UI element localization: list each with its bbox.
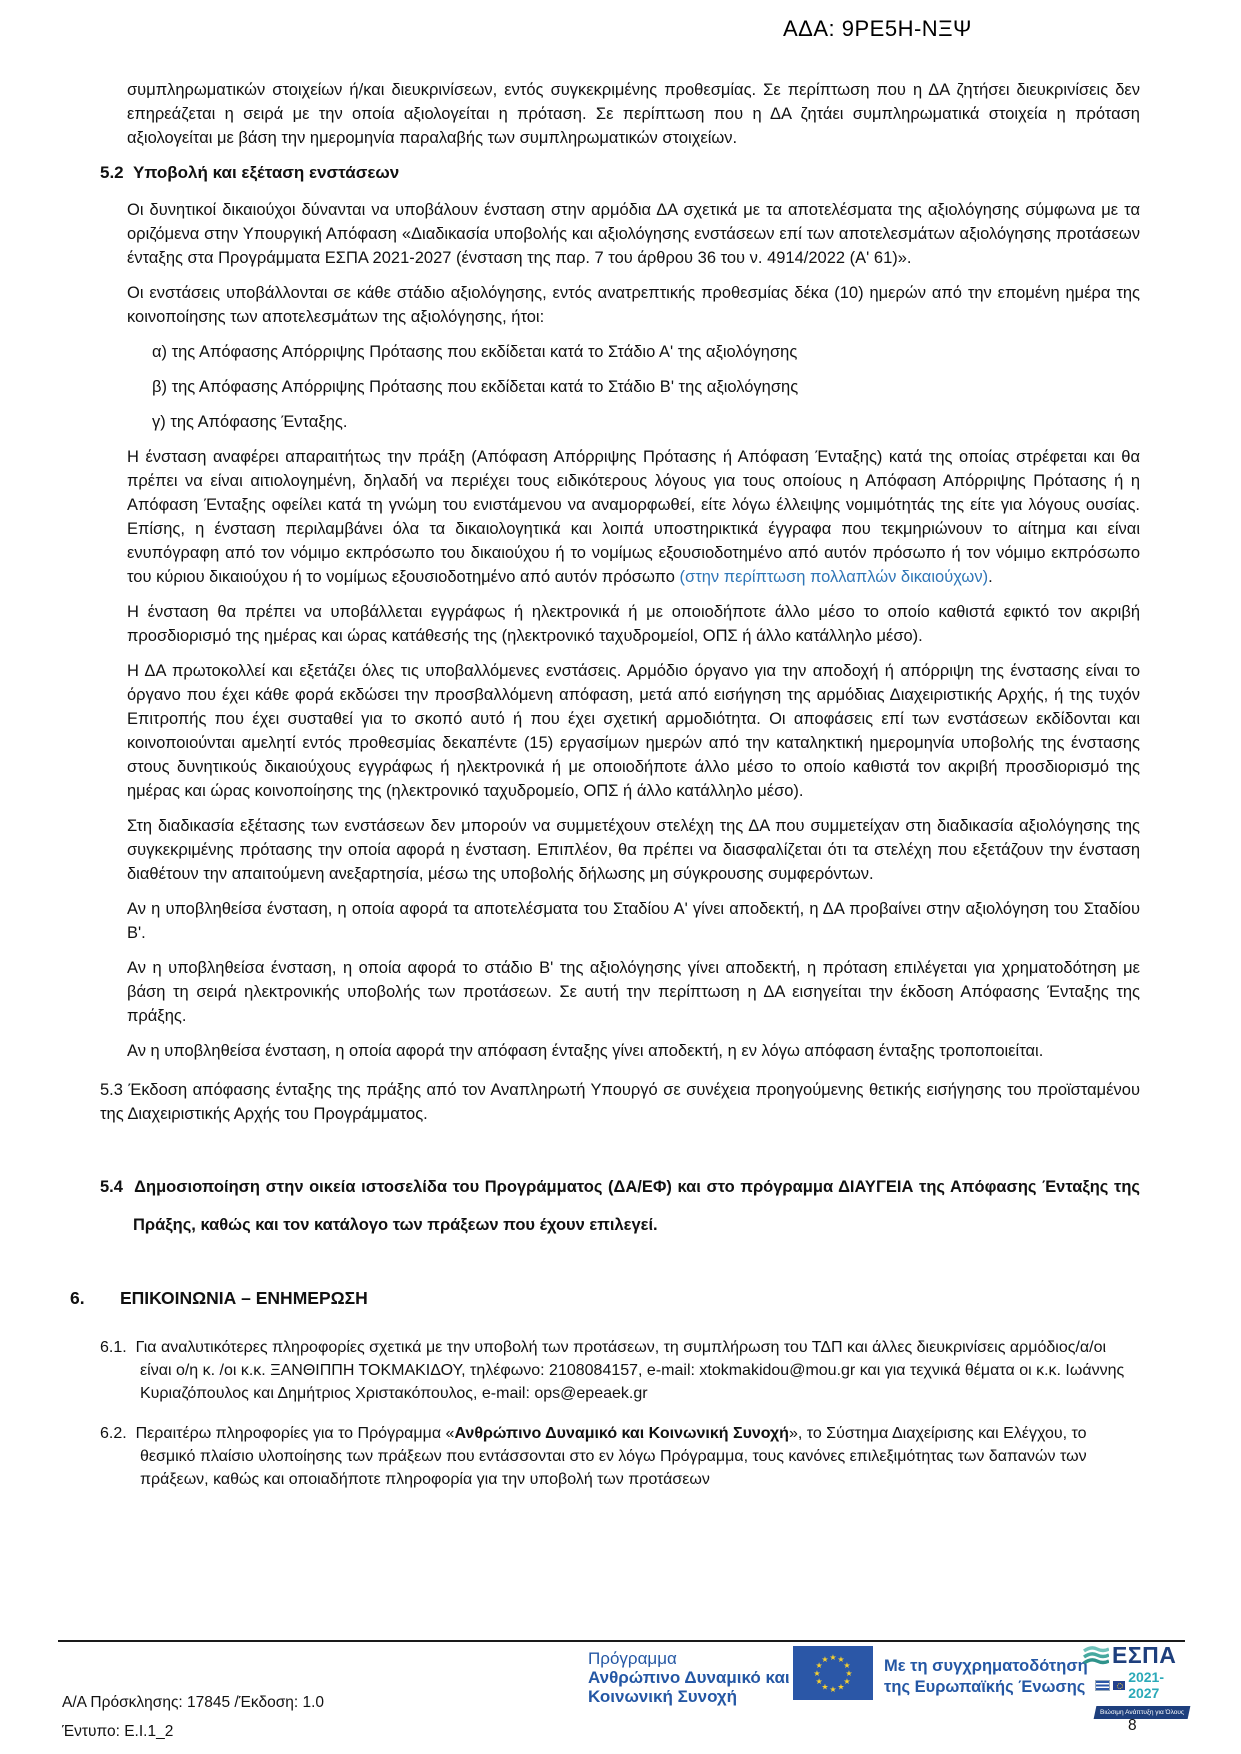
section-number: 5.4 <box>100 1178 123 1196</box>
section-text: Για αναλυτικότερες πληροφορίες σχετικά με την υποβολή των προτάσεων, τη συμπλήρωση του ΤΔΠ και άλλες διευκρινίσεις αρμόδιος/α/οι είναι ο/η κ. /οι κ.κ. ΞΑΝΘΙΠΠΗ ΤΟΚΜΑΚΙΔΟΥ, τηλέφωνο: 2108084157, e-mail: xtokmakidou@mou.gr και για τεχνικά θέματα οι κ.κ. Ιωάννης Κυριαζόπουλος και Δημήτριος Χριστακόπουλος, e-mail: ops@epeaek.gr <box>135 1339 1125 1402</box>
page-number: 8 <box>1128 1717 1137 1734</box>
svg-text:★: ★ <box>837 1682 845 1692</box>
paragraph-5-2-9: Αν η υποβληθείσα ένσταση, η οποία αφορά την απόφαση ένταξης γίνει αποδεκτή, η εν λόγω απόφαση ένταξης τροποποιείται. <box>127 1042 1044 1060</box>
ada-number: ΑΔΑ: 9ΡΕ5Η-ΝΞΨ <box>783 16 972 41</box>
svg-text:★: ★ <box>829 1684 837 1694</box>
svg-text:★: ★ <box>845 1668 853 1678</box>
list-item-a: α) της Απόφασης Απόρριψης Πρότασης που εκδίδεται κατά το Στάδιο Α' της αξιολόγησης <box>152 343 798 361</box>
paragraph-5-2-5: Η ΔΑ πρωτοκολλεί και εξετάζει όλες τις υποβαλλόμενες ενστάσεις. Αρμόδιο όργανο για την αποδοχή ή απόρριψη της ένστασης είναι το όργανο που έχει κάθε φορά εκδώσει την προσβαλλόμενη απόφαση, μετά από εισήγηση της αρμόδιας Διαχειριστικής Αρχής, ή της τυχόν Επιτροπής που έχει συσταθεί για το σκοπό αυτό ή που έχει σχετική αρμοδιότητα. Οι αποφάσεις επί των ενστάσεων εκδίδονται και κοινοποιούνται αμελητί εντός προθεσμίας δεκαπέντε (15) εργασίμων ημερών από την καταληκτική ημερομηνία υποβολής της ένστασης στους δυνητικούς δικαιούχους εγγράφως ή ηλεκτρονικά ή με οποιοδήποτε άλλο μέσο το οποίο καθιστά τον ακριβή προσδιορισμό της ημέρας και ώρας κοινοποίησης της (ηλεκτρονικό ταχυδρομείο, ΟΠΣ ή άλλο κατάλληλο μέσο). <box>127 662 1140 800</box>
svg-text:★: ★ <box>843 1660 851 1670</box>
document-body <box>70 78 1140 1491</box>
program-logo <box>588 1649 790 1706</box>
svg-text:★: ★ <box>813 1668 821 1678</box>
footer-divider <box>58 1640 1185 1642</box>
doc-ref-invitation: Α/Α Πρόσκλησης: 17845 /Έκδοση: 1.0 <box>62 1694 325 1711</box>
paragraph-5-2-3 <box>127 445 1140 589</box>
eu-flag-icon <box>793 1646 873 1700</box>
section-5-3 <box>100 1078 1140 1126</box>
paragraph-5-2-6: Στη διαδικασία εξέτασης των ενστάσεων δεν μπορούν να συμμετέχουν στελέχη της ΔΑ που συμμετείχαν στη διαδικασία αξιολόγησης της συγκεκριμένης πρότασης την οποία αφορά η ένσταση. Επιπλέον, θα πρέπει να διασφαλίζεται ότι τα στελέχη που εξετάζουν την ένσταση διαθέτουν την απαιτούμενη ανεξαρτησία, μέσω της υποβολής δήλωσης μη σύγκρουσης συμφερόντων. <box>127 817 1140 883</box>
svg-text:★: ★ <box>837 1654 845 1664</box>
section-number: 5.2 <box>100 163 124 182</box>
link-multiple-beneficiaries[interactable]: (στην περίπτωση πολλαπλών δικαιούχων) <box>679 568 989 586</box>
section-text: Δημοσιοποίηση στην οικεία ιστοσελίδα του Προγράμματος (ΔΑ/ΕΦ) και στο πρόγραμμα ΔΙΑΥΓΕΙΑ της Απόφασης Ένταξης της Πράξης, καθώς και τον κατάλογο των πράξεων που έχουν επιλεγεί. <box>133 1178 1140 1234</box>
list-item-c: γ) της Απόφασης Ένταξης. <box>152 413 348 431</box>
espa-logo-tagline: Βιώσιμη Ανάπτυξη για Όλους <box>1100 1709 1185 1716</box>
doc-reference <box>62 1688 324 1746</box>
svg-text:★: ★ <box>815 1676 823 1686</box>
greek-flag-icon <box>1095 1680 1110 1691</box>
section-number: 5.3 <box>100 1081 123 1099</box>
svg-text:★: ★ <box>821 1654 829 1664</box>
paragraph-5-2-8: Αν η υποβληθείσα ένσταση, η οποία αφορά το στάδιο Β' της αξιολόγησης γίνει αποδεκτή, η πρόταση επιλέγεται για χρηματοδότηση με βάση τη σειρά ηλεκτρονικής υποβολής των προτάσεων. Σε αυτή την περίπτωση η ΔΑ εισηγείται την έκδοση Απόφασης Ένταξης της πράξης. <box>127 959 1140 1025</box>
section-text: », το Σύστημα Διαχείρισης και Ελέγχου, το θεσμικό πλαίσιο υλοποίησης των πράξεων που εντάσσονται στο εν λόγω Πρόγραμμα, τους κανόνες επιλεξιμότητας των δαπανών των πράξεων, καθώς και οποιαδήποτε πληροφορία για την υποβολή των προτάσεων <box>140 1425 1087 1488</box>
svg-text:★: ★ <box>815 1660 823 1670</box>
espa-logo-years: 2021-2027 <box>1128 1669 1164 1701</box>
svg-text:★: ★ <box>843 1676 851 1686</box>
cofinancing-line1: Με τη συγχρηματοδότηση <box>884 1657 1088 1675</box>
paragraph-5-2-7: Αν η υποβληθείσα ένσταση, η οποία αφορά τα αποτελέσματα του Σταδίου Α' γίνει αποδεκτή, η ΔΑ προβαίνει στην αξιολόγηση του Σταδίου Β'. <box>127 900 1140 942</box>
cofinancing-label <box>884 1656 1088 1698</box>
list-item-b: β) της Απόφασης Απόρριψης Πρότασης που εκδίδεται κατά το Στάδιο Β' της αξιολόγησης <box>152 378 799 396</box>
paragraph-text: Η ένσταση αναφέρει απαραιτήτως την πράξη (Απόφαση Απόρριψης Πρότασης ή Απόφαση Ένταξης) κατά της οποίας στρέφεται και θα πρέπει να είναι αιτιολογημένη, δηλαδή να περιέχει τους ειδικότερους λόγους για τους οποίους η Απόφαση Απόρριψης Πρότασης ή η Απόφαση Ένταξης οφείλει κατά τη γνώμη του ενιστάμενου να αναμορφωθεί, είτε λόγω έλλειψης νομιμότητάς της είτε για λόγους ουσίας. Επίσης, η ένσταση περιλαμβάνει όλα τα δικαιολογητικά και λοιπά υποστηρικτικά έγγραφα που τεκμηριώνουν το αίτημα και είναι ενυπόγραφη από τον νόμιμο εκπρόσωπο του δικαιούχου ή το νομίμως εξουσιοδοτημένο από αυτόν πρόσωπο ή τον νόμιμο εκπρόσωπο του κύριου δικαιούχου ή το νομίμως εξουσιοδοτημένο από αυτόν πρόσωπο <box>127 448 1140 586</box>
section-title: ΕΠΙΚΟΙΝΩΝΙΑ – ΕΝΗΜΕΡΩΣΗ <box>120 1288 368 1308</box>
section-number: 6.2. <box>100 1425 127 1442</box>
espa-logo <box>1083 1642 1193 1719</box>
svg-text:★: ★ <box>821 1682 829 1692</box>
section-5-4 <box>100 1168 1140 1244</box>
paragraph-text: . <box>988 568 993 586</box>
paragraph-5-2-2: Οι ενστάσεις υποβάλλονται σε κάθε στάδιο αξιολόγησης, εντός ανατρεπτικής προθεσμίας δέκα (10) ημερών από την επομένη ημέρα της κοινοποίησης των αποτελεσμάτων της αξιολόγησης, ήτοι: <box>127 284 1140 326</box>
section-title: Υποβολή και εξέταση ενστάσεων <box>133 163 400 182</box>
program-logo-line3: Κοινωνική Συνοχή <box>588 1687 738 1706</box>
paragraph-5-2-4: Η ένσταση θα πρέπει να υποβάλλεται εγγράφως ή ηλεκτρονικά ή με οποιοδήποτε άλλο μέσο το οποίο καθιστά εφικτό τον ακριβή προσδιορισμό της ημέρας και ώρας κατάθεσής της (ηλεκτρονικό ταχυδρομείοl, ΟΠΣ ή άλλο κατάλληλο μέσο). <box>127 603 1140 645</box>
section-text: Περαιτέρω πληροφορίες για το Πρόγραμμα « <box>135 1425 455 1442</box>
intro-paragraph: συμπληρωματικών στοιχείων ή/και διευκρινίσεων, εντός συγκεκριμένης προθεσμίας. Σε περίπτωση που η ΔΑ ζητήσει διευκρινίσεις δεν επηρεάζεται η σειρά με την οποία αξιολογείται η πρόταση. Σε περίπτωση που η ΔΑ ζητάει συμπληρωματικά στοιχεία η πρόταση αξιολογείται με βάση την ημερομηνία παραλαβής των συμπληρωματικών στοιχείων. <box>127 81 1140 147</box>
section-number: 6.1. <box>100 1339 127 1356</box>
program-logo-line2: Ανθρώπινο Δυναμικό και <box>588 1668 790 1687</box>
section-6-2 <box>100 1422 1140 1491</box>
paragraph-5-2-1: Οι δυνητικοί δικαιούχοι δύνανται να υποβάλουν ένσταση στην αρμόδια ΔΑ σχετικά με τα αποτελέσματα της αξιολόγησης σύμφωνα με τα οριζόμενα στην Υπουργική Απόφαση «Διαδικασία υποβολής και αξιολόγησης ενστάσεων επί των αποτελεσμάτων αξιολόγησης προτάσεων ένταξης στα Προγράμματα ΕΣΠΑ 2021-2027 (ένσταση της παρ. 7 του άρθρου 36 του ν. 4914/2022 (Α' 61)». <box>127 201 1140 267</box>
svg-text:★: ★ <box>829 1652 837 1662</box>
section-6-heading <box>70 1286 1140 1310</box>
eu-flag-stars <box>793 1646 873 1700</box>
section-number: 6. <box>70 1288 85 1308</box>
section-6-1 <box>100 1336 1140 1405</box>
program-name-bold: Ανθρώπινο Δυναμικό και Κοινωνική Συνοχή <box>454 1425 789 1442</box>
espa-logo-banner <box>1094 1706 1191 1719</box>
eu-flag-small-icon <box>1113 1681 1126 1690</box>
espa-logo-name: ΕΣΠΑ <box>1112 1642 1177 1668</box>
doc-ref-form: Έντυπο: Ε.Ι.1_2 <box>62 1723 174 1740</box>
espa-wave-icon <box>1083 1645 1109 1667</box>
section-5-2-heading <box>100 161 1140 185</box>
program-logo-line1: Πρόγραμμα <box>588 1649 677 1668</box>
cofinancing-line2: της Ευρωπαϊκής Ένωσης <box>884 1678 1086 1696</box>
section-text: Έκδοση απόφασης ένταξης της πράξης από τον Αναπληρωτή Υπουργό σε συνέχεια προηγούμενης θετικής εισήγησης του προϊσταμένου της Διαχειριστικής Αρχής του Προγράμματος. <box>100 1081 1140 1123</box>
